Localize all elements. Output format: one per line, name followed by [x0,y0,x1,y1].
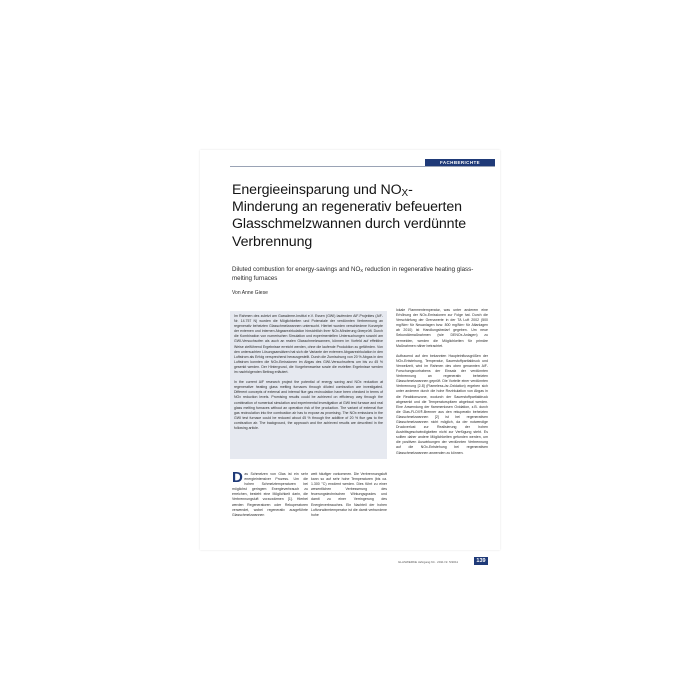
title-line-2: Minderung an regenerativ befeuerten [232,199,462,216]
body-paragraph: weit häufiger vorkommen. Die Verbrennungsluft kann so auf sehr hohe Temperaturen (bis ca. 1.300 °C) erwärmt werden. Dies führt zu einer wesentlichen Verbesserung des feuerungstechnischen Wirkungsgrades und damit zu einer Verringerung des Energieverbrauches. Ein Nachteil der hohen Luftvorwärmtemperatur ist die damit verbundene hohe [311,472,387,517]
journal-footer: GLASWERKE Jahrgang 64 · 2011 Nr. 5/2011 [398,560,459,564]
section-rubric-label: FACHBERICHTE [439,160,481,165]
article-title [232,182,494,251]
author-line: Von Anne Giese [232,290,268,296]
title-line-1: Energieeinsparung und $NO_X-$ [232,182,413,199]
body-paragraph: lokale Flammentemperatur, was unter anderem eine Erhöhung der NOx-Emissionen zur Folge hat. Durch die Verschärfung der Grenzwerte in der TA Luft 2002 (500 mg/Nm³ für Neuanlagen bzw. 800 mg/Nm³ für Altanlagen ab 2010) ist Handlungsbedarf gegeben. Um neue Sekundärmaßnahmen (wie DENOx-Anlagen) zu vermeiden, werden die Möglichkeiten für primäre Maßnahmen näher betrachtet. [396,308,488,348]
drop-cap: D [232,469,243,486]
body-paragraph: Aufbauend auf den bekannten Haupteinflussgrößen der NOx-Entstehung, Temperatur, Sauerstoffpartialdruck und Verweilzeit, wird im Rahmen des oben genannten AiF-Forschungsvorhabens der Einsatz der verdünnten Verbrennung an regenerativ beheizten Glasschmelzwannen geprüft. Die Vorteile einer verdünnten Verbrennung [2-8] (Flameless-/ar-Oxidation) ergeben sich unter anderem durch die hohe Rezirkulation von Abgas in die Reaktionszone, wodurch der Sauerstoffpartialdruck abgesenkt und die Temperaturspitzen abgebaut werden. Eine Anwendung der flammenlosen Oxidation, z.B. durch die Glas-FLOX®-Brenner aus den rekuperativ beheizten Glasschmelzwannen [2] ist bei regenerativen Glasschmelzwannen nicht möglich, da der notwendige Druckverlust zur Realisierung der hohen Austrittsgeschwindigkeiten nicht zur Verfügung steht. Es sollten daher andere Möglichkeiten gefunden werden, um die positiven Auswirkungen der verdünnten Verbrennung auf die NOx-Entstehung bei regenerativen Glasschmelzwannen anwenden zu können. [396,353,488,455]
title-line-4: Verbrennung [232,233,313,250]
rubric-rule [230,166,495,167]
page-number [474,557,488,565]
abstract-english: In the current AiF research project the potential of energy saving and NOx reduction at regenerative heating glass melting furnaces through diluted combustion are investigated. Different concepts of external and internal flue gas recirculation have been checked in terms of NOx reduction levels. Promising results could be achieved on efficiency way through the combination of numerical simulation and experimental investigation at GWI test furnace and real glass melting furnaces without an operation risk of the production. The variant of external flue gas recirculation into the combustion air has to expose as promising. The NOx emissions in the GWI test furnace could be reduced about 45 % through the additive of 20 % flue gas to the combustion air. The background, the approach and the achieved results are described in the following article. [234,380,383,430]
abstract-german: Im Rahmen des zuletzt am Gaswärme-Institut e.V. Essen (GWI) laufenden AiF-Projektes (AiF-Nr. 14.757 N) wurden die Möglichkeiten und Potenziale der verdünnten Verbrennung an regenerativ beheizten Glasschmelzwannen untersucht. Hierbei wurden verschiedene Konzepte der externen und internen Abgasrezirkulation hinsichtlich ihrer NOx-Minderung überprüft. Durch die Kombination von numerischen Simulation und experimentellen Untersuchungen sowohl am GWI-Versuchsofen als auch an realen Glasschmelzwannen, können im Vorfeld auf effektive Weise zielführend Ergebnisse erreicht werden, ohne die laufende Produktion zu gefährden. Von den untersuchten Lösungsansätzen hat sich die Variante der externen Abgasrezirkulation in den Luftstrom als Erfolg versprechend herausgestellt. Durch die Zumischung von 20 % Abgas in den Luftstrom konnten die NOx-Emissionen im Abgas des GWI-Versuchsofens um bis zu 45 % gesenkt werden. Der Hintergrund, die Vorgehensweise sowie die erzielten Ergebnisse werden im nachfolgenden Beitrag erläutert. [234,314,383,375]
body-column-2 [311,472,387,523]
title-line-3: Glasschmelzwannen durch verdünnte [232,216,467,233]
abstract-box [230,311,387,459]
section-rubric [425,159,495,166]
body-column-1 [232,469,308,523]
page-number-label: 139 [476,558,486,564]
body-column-3 [396,308,488,461]
body-paragraph: Das Schmelzen von Glas ist ein sehr energieintensiver Prozess. Um die hohen Schmelztemperaturen bei möglichst geringem Energieverbrauch zu erreichen, besteht eine Möglichkeit darin, die Verbrennungsluft vorzuwärmen [1]. Hierbei werden Regeneratoren oder Rekuperatoren verwendet, wobei regenerativ ausgeführte Glasschmelzwannen [232,469,308,517]
article-subtitle: Diluted combustion for energy-savings and $NO_X$ reduction in regenerative heating glass-melting furnaces [232,266,474,282]
